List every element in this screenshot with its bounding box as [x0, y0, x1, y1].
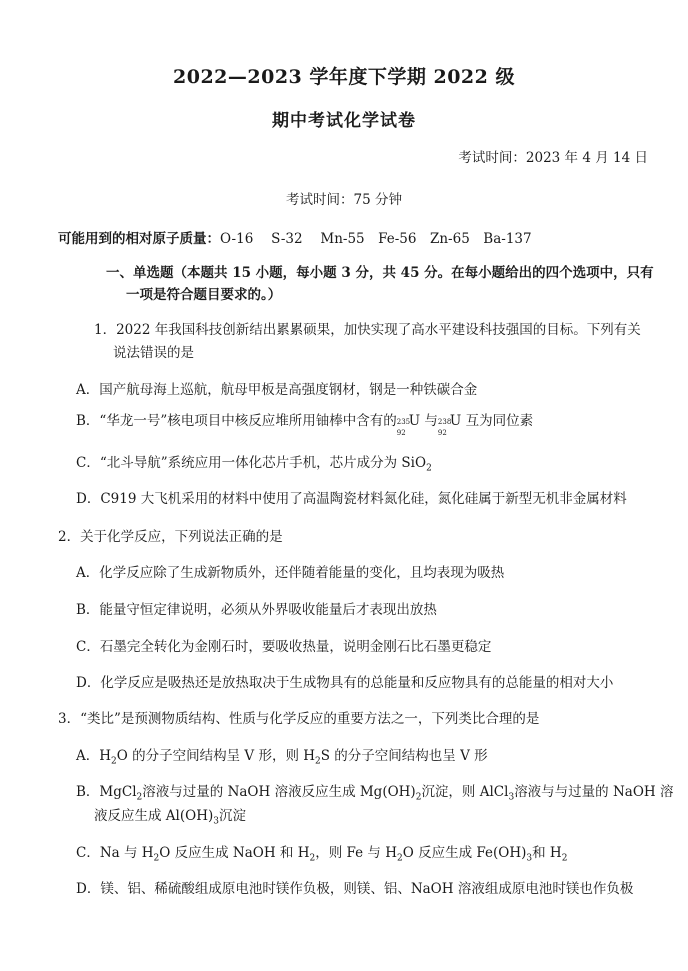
q1-option-a: A．国产航母海上巡航，航母甲板是高强度钢材，钢是一种铁碳合金 — [76, 382, 478, 398]
q2-stem: 2．关于化学反应，下列说法正确的是 — [58, 529, 283, 545]
q2-option-c: C．石墨完全转化为金刚石时，要吸收热量，说明金刚石比石墨更稳定 — [76, 639, 492, 655]
exam-subtitle: 期中考试化学试卷 — [272, 111, 416, 131]
isotope-u235: 235 92 — [396, 417, 411, 437]
atomic-mass-values: O-16 S-32 Mn-55 Fe-56 Zn-65 Ba-137 — [220, 231, 532, 247]
q2-option-d: D．化学反应是吸热还是放热取决于生成物具有的总能量和反应物具有的总能量的相对大小 — [76, 675, 614, 691]
exam-date: 考试时间：2023 年 4 月 14 日 — [458, 150, 648, 166]
q3-option-c: C．Na 与 $H_2O$ 反应生成 NaOH 和 $H_2$，则 Fe 与 $H_2O$ 反应生成 $Fe(OH)_3$和 $H_2$ — [76, 845, 568, 864]
q1-option-d: D．C919 大飞机采用的材料中使用了高温陶瓷材料氮化硅，氮化硅属于新型无机非金属材料 — [76, 491, 627, 507]
q3-option-b-line2: 液反应生成 $Al(OH)_3$沉淀 — [94, 808, 246, 827]
atomic-mass-label: 可能用到的相对原子质量： — [58, 231, 220, 247]
isotope-u238: 238 92 — [437, 417, 452, 437]
q3-option-b-line1: B．MgCl$_2$溶液与过量的 NaOH 溶液反应生成 $Mg(OH)_2$沉淀，则 AlCl$_3$溶液与与过量的 NaOH 溶 — [76, 784, 674, 803]
q3-option-a: A．$H_2O$ 的分子空间结构呈 V 形，则 $H_2S$ 的分子空间结构也呈 V 形 — [76, 748, 488, 767]
q2-option-b: B．能量守恒定律说明，必须从外界吸收能量后才表现出放热 — [76, 602, 437, 618]
q1-stem-line2: 说法错误的是 — [113, 345, 194, 361]
q1-option-b-text: B．“华龙一号”核电项目中核反应堆所用铀棒中含有的 — [76, 413, 397, 429]
q1-stem-line1: 1．2022 年我国科技创新结出累累硕果，加快实现了高水平建设科技强国的目标。下列有关 — [94, 322, 641, 338]
q3-stem: 3．“类比”是预测物质结构、性质与化学反应的重要方法之一，下列类比合理的是 — [58, 711, 540, 727]
q3-option-d: D．镁、铝、稀硫酸组成原电池时镁作负极，则镁、铝、NaOH 溶液组成原电池时镁也作负极 — [76, 881, 634, 897]
section-heading-line1: 一、单选题（本题共 15 小题，每小题 3 分，共 45 分。在每小题给出的四个选项中，只有 — [106, 265, 654, 281]
exam-duration: 考试时间：75 分钟 — [286, 192, 402, 208]
atomic-mass-line — [58, 229, 532, 249]
exam-title: 2022—2023 学年度下学期 2022 级 — [173, 66, 515, 88]
q2-option-a: A．化学反应除了生成新物质外，还伴随着能量的变化，且均表现为吸热 — [76, 565, 505, 581]
section-heading-line2: 一项是符合题目要求的。） — [126, 287, 282, 303]
q1-option-b: B．“华龙一号”核电项目中核反应堆所用铀棒中含有的 235 92 U 与 238 92 U 互为同位素 — [76, 413, 534, 437]
q1-option-c: C．“北斗导航”系统应用一体化芯片手机，芯片成分为 SiO$_2$ — [76, 455, 432, 474]
